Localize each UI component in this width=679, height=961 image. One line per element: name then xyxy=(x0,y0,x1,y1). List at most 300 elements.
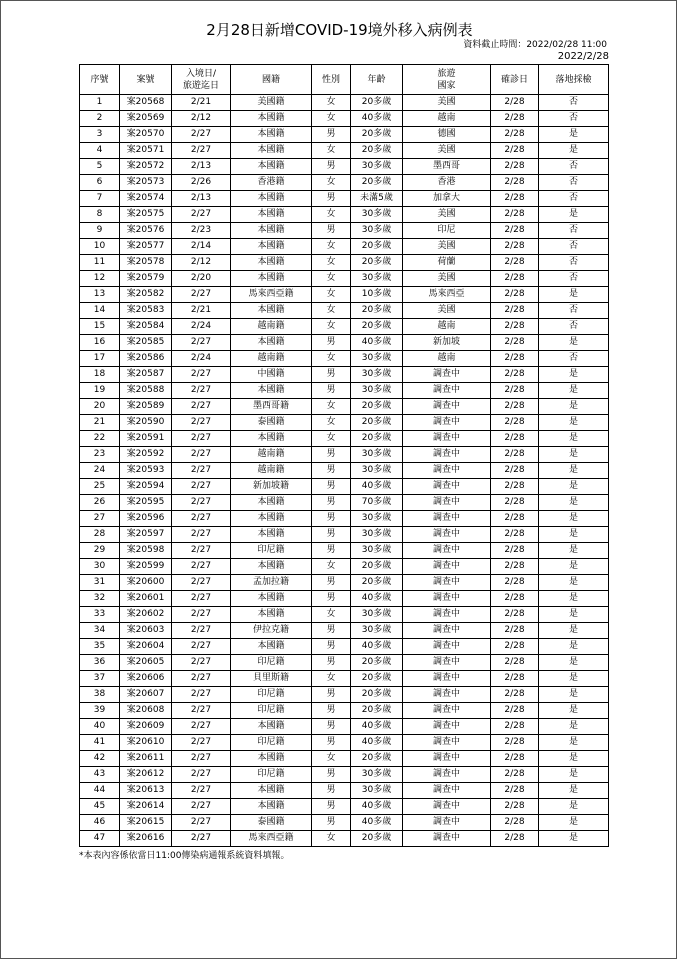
cell-index: 43 xyxy=(80,767,120,783)
cell-airport-test: 是 xyxy=(539,415,609,431)
cell-entry-date: 2/27 xyxy=(172,735,231,751)
cell-confirm-date: 2/28 xyxy=(491,687,539,703)
cell-confirm-date: 2/28 xyxy=(491,223,539,239)
cell-sex: 男 xyxy=(312,799,351,815)
cell-confirm-date: 2/28 xyxy=(491,335,539,351)
cell-case-id: 案20608 xyxy=(120,703,172,719)
cell-airport-test: 否 xyxy=(539,95,609,111)
cell-entry-date: 2/27 xyxy=(172,127,231,143)
cell-nationality: 越南籍 xyxy=(231,351,312,367)
cell-nationality: 本國籍 xyxy=(231,511,312,527)
cell-age: 20多歲 xyxy=(351,303,403,319)
cell-travel-country: 調查中 xyxy=(403,383,491,399)
cell-age: 20多歲 xyxy=(351,175,403,191)
cell-entry-date: 2/21 xyxy=(172,303,231,319)
cell-travel-country: 調查中 xyxy=(403,735,491,751)
cell-travel-country: 調查中 xyxy=(403,671,491,687)
cell-travel-country: 調查中 xyxy=(403,479,491,495)
cell-sex: 男 xyxy=(312,511,351,527)
cell-sex: 女 xyxy=(312,831,351,847)
cell-nationality: 美國籍 xyxy=(231,95,312,111)
cell-airport-test: 否 xyxy=(539,175,609,191)
cell-case-id: 案20610 xyxy=(120,735,172,751)
cell-sex: 女 xyxy=(312,399,351,415)
cell-case-id: 案20578 xyxy=(120,255,172,271)
cell-case-id: 案20612 xyxy=(120,767,172,783)
cell-sex: 男 xyxy=(312,815,351,831)
cell-entry-date: 2/21 xyxy=(172,95,231,111)
cell-confirm-date: 2/28 xyxy=(491,431,539,447)
cell-airport-test: 是 xyxy=(539,431,609,447)
cell-nationality: 伊拉克籍 xyxy=(231,623,312,639)
cell-airport-test: 是 xyxy=(539,559,609,575)
table-row xyxy=(80,575,609,591)
cell-nationality: 本國籍 xyxy=(231,207,312,223)
cell-age: 40多歲 xyxy=(351,591,403,607)
cell-confirm-date: 2/28 xyxy=(491,543,539,559)
cell-confirm-date: 2/28 xyxy=(491,383,539,399)
cell-entry-date: 2/13 xyxy=(172,159,231,175)
cell-sex: 男 xyxy=(312,383,351,399)
cell-index: 40 xyxy=(80,719,120,735)
cell-index: 7 xyxy=(80,191,120,207)
cell-nationality: 泰國籍 xyxy=(231,415,312,431)
table-row xyxy=(80,655,609,671)
cell-sex: 男 xyxy=(312,527,351,543)
cell-sex: 女 xyxy=(312,303,351,319)
cell-nationality: 印尼籍 xyxy=(231,735,312,751)
cell-travel-country: 調查中 xyxy=(403,415,491,431)
cell-age: 30多歲 xyxy=(351,367,403,383)
cell-case-id: 案20592 xyxy=(120,447,172,463)
cell-airport-test: 是 xyxy=(539,655,609,671)
cell-travel-country: 調查中 xyxy=(403,511,491,527)
data-cutoff-time: 資料截止時間：2022/02/28 11:00 xyxy=(463,40,607,50)
cell-case-id: 案20575 xyxy=(120,207,172,223)
cell-age: 未滿5歲 xyxy=(351,191,403,207)
table-row xyxy=(80,383,609,399)
cell-travel-country: 調查中 xyxy=(403,463,491,479)
cell-age: 40多歲 xyxy=(351,639,403,655)
cell-confirm-date: 2/28 xyxy=(491,591,539,607)
cell-travel-country: 調查中 xyxy=(403,399,491,415)
cell-index: 5 xyxy=(80,159,120,175)
header-age: 年齡 xyxy=(351,65,403,95)
cell-index: 22 xyxy=(80,431,120,447)
cell-case-id: 案20609 xyxy=(120,719,172,735)
cell-case-id: 案20595 xyxy=(120,495,172,511)
cell-entry-date: 2/27 xyxy=(172,415,231,431)
table-row xyxy=(80,95,609,111)
cell-entry-date: 2/12 xyxy=(172,255,231,271)
cell-case-id: 案20572 xyxy=(120,159,172,175)
cell-confirm-date: 2/28 xyxy=(491,527,539,543)
cell-index: 29 xyxy=(80,543,120,559)
cell-confirm-date: 2/28 xyxy=(491,447,539,463)
table-body xyxy=(80,95,609,847)
header-sex: 性別 xyxy=(312,65,351,95)
cell-sex: 男 xyxy=(312,687,351,703)
cell-travel-country: 調查中 xyxy=(403,687,491,703)
cell-index: 41 xyxy=(80,735,120,751)
cell-airport-test: 是 xyxy=(539,719,609,735)
cell-age: 30多歲 xyxy=(351,607,403,623)
cell-confirm-date: 2/28 xyxy=(491,159,539,175)
table-row xyxy=(80,303,609,319)
cell-age: 30多歲 xyxy=(351,767,403,783)
cell-entry-date: 2/27 xyxy=(172,559,231,575)
cell-case-id: 案20586 xyxy=(120,351,172,367)
cell-nationality: 本國籍 xyxy=(231,335,312,351)
cell-entry-date: 2/27 xyxy=(172,399,231,415)
cell-age: 20多歲 xyxy=(351,671,403,687)
cell-case-id: 案20570 xyxy=(120,127,172,143)
cell-entry-date: 2/27 xyxy=(172,703,231,719)
cell-case-id: 案20599 xyxy=(120,559,172,575)
cell-airport-test: 是 xyxy=(539,543,609,559)
cell-nationality: 香港籍 xyxy=(231,175,312,191)
table-row xyxy=(80,671,609,687)
header-confirm-date: 確診日 xyxy=(491,65,539,95)
cell-airport-test: 否 xyxy=(539,159,609,175)
cell-index: 10 xyxy=(80,239,120,255)
cell-airport-test: 是 xyxy=(539,527,609,543)
cell-nationality: 本國籍 xyxy=(231,527,312,543)
cell-sex: 男 xyxy=(312,479,351,495)
cell-airport-test: 是 xyxy=(539,335,609,351)
footnote: *本表內容係依當日11:00傳染病通報系統資料填報。 xyxy=(79,851,290,861)
cell-airport-test: 是 xyxy=(539,735,609,751)
cell-airport-test: 是 xyxy=(539,751,609,767)
cell-case-id: 案20590 xyxy=(120,415,172,431)
cell-confirm-date: 2/28 xyxy=(491,607,539,623)
cell-case-id: 案20594 xyxy=(120,479,172,495)
cell-travel-country: 美國 xyxy=(403,143,491,159)
table-row xyxy=(80,271,609,287)
table-row xyxy=(80,415,609,431)
cell-entry-date: 2/27 xyxy=(172,575,231,591)
cell-confirm-date: 2/28 xyxy=(491,127,539,143)
cell-nationality: 越南籍 xyxy=(231,447,312,463)
cell-sex: 女 xyxy=(312,607,351,623)
table-row xyxy=(80,287,609,303)
cell-age: 20多歲 xyxy=(351,559,403,575)
cell-airport-test: 是 xyxy=(539,207,609,223)
cell-age: 40多歲 xyxy=(351,799,403,815)
cell-age: 30多歲 xyxy=(351,271,403,287)
table-row xyxy=(80,431,609,447)
cell-airport-test: 否 xyxy=(539,111,609,127)
table-row xyxy=(80,767,609,783)
cell-airport-test: 是 xyxy=(539,127,609,143)
cell-entry-date: 2/27 xyxy=(172,207,231,223)
cell-sex: 男 xyxy=(312,367,351,383)
cell-travel-country: 調查中 xyxy=(403,591,491,607)
cell-entry-date: 2/27 xyxy=(172,383,231,399)
cell-travel-country: 調查中 xyxy=(403,831,491,847)
cell-airport-test: 否 xyxy=(539,223,609,239)
header-airport-test: 落地採檢 xyxy=(539,65,609,95)
cell-sex: 女 xyxy=(312,751,351,767)
table-row xyxy=(80,687,609,703)
cell-nationality: 孟加拉籍 xyxy=(231,575,312,591)
table-row xyxy=(80,143,609,159)
cell-age: 30多歲 xyxy=(351,159,403,175)
cell-entry-date: 2/27 xyxy=(172,479,231,495)
cell-airport-test: 是 xyxy=(539,463,609,479)
cell-sex: 女 xyxy=(312,95,351,111)
cell-entry-date: 2/27 xyxy=(172,287,231,303)
cell-confirm-date: 2/28 xyxy=(491,735,539,751)
cell-sex: 女 xyxy=(312,287,351,303)
cell-age: 30多歲 xyxy=(351,527,403,543)
cell-index: 46 xyxy=(80,815,120,831)
cell-case-id: 案20615 xyxy=(120,815,172,831)
cell-age: 30多歲 xyxy=(351,623,403,639)
cell-age: 30多歲 xyxy=(351,447,403,463)
cell-entry-date: 2/27 xyxy=(172,671,231,687)
cell-airport-test: 是 xyxy=(539,671,609,687)
cell-sex: 男 xyxy=(312,639,351,655)
cell-confirm-date: 2/28 xyxy=(491,319,539,335)
table-row xyxy=(80,351,609,367)
cell-sex: 女 xyxy=(312,559,351,575)
table-row xyxy=(80,367,609,383)
cell-entry-date: 2/27 xyxy=(172,543,231,559)
cell-index: 1 xyxy=(80,95,120,111)
cell-case-id: 案20584 xyxy=(120,319,172,335)
cell-entry-date: 2/27 xyxy=(172,687,231,703)
cell-nationality: 越南籍 xyxy=(231,463,312,479)
cell-travel-country: 新加坡 xyxy=(403,335,491,351)
cell-travel-country: 調查中 xyxy=(403,703,491,719)
cell-nationality: 越南籍 xyxy=(231,319,312,335)
cell-entry-date: 2/27 xyxy=(172,831,231,847)
cell-confirm-date: 2/28 xyxy=(491,287,539,303)
cell-entry-date: 2/14 xyxy=(172,239,231,255)
cell-confirm-date: 2/28 xyxy=(491,559,539,575)
cell-airport-test: 是 xyxy=(539,767,609,783)
cell-age: 40多歲 xyxy=(351,335,403,351)
cell-index: 36 xyxy=(80,655,120,671)
cell-sex: 男 xyxy=(312,703,351,719)
cell-airport-test: 是 xyxy=(539,815,609,831)
cell-age: 30多歲 xyxy=(351,543,403,559)
cell-sex: 男 xyxy=(312,447,351,463)
cell-index: 19 xyxy=(80,383,120,399)
cell-entry-date: 2/20 xyxy=(172,271,231,287)
cell-confirm-date: 2/28 xyxy=(491,303,539,319)
table-row xyxy=(80,815,609,831)
cell-entry-date: 2/27 xyxy=(172,751,231,767)
cell-nationality: 本國籍 xyxy=(231,303,312,319)
cell-sex: 男 xyxy=(312,719,351,735)
cell-nationality: 本國籍 xyxy=(231,431,312,447)
table-row xyxy=(80,463,609,479)
cell-index: 38 xyxy=(80,687,120,703)
cell-case-id: 案20588 xyxy=(120,383,172,399)
cell-index: 24 xyxy=(80,463,120,479)
cell-case-id: 案20582 xyxy=(120,287,172,303)
cell-index: 25 xyxy=(80,479,120,495)
cell-confirm-date: 2/28 xyxy=(491,639,539,655)
cell-travel-country: 調查中 xyxy=(403,447,491,463)
table-row xyxy=(80,239,609,255)
cell-sex: 男 xyxy=(312,735,351,751)
cell-travel-country: 調查中 xyxy=(403,639,491,655)
cell-case-id: 案20600 xyxy=(120,575,172,591)
cell-index: 33 xyxy=(80,607,120,623)
report-date: 2022/2/28 xyxy=(557,51,609,62)
cell-airport-test: 是 xyxy=(539,495,609,511)
table-row xyxy=(80,543,609,559)
cell-index: 47 xyxy=(80,831,120,847)
cell-age: 30多歲 xyxy=(351,463,403,479)
cell-sex: 女 xyxy=(312,207,351,223)
cell-airport-test: 是 xyxy=(539,383,609,399)
cell-travel-country: 調查中 xyxy=(403,799,491,815)
cell-nationality: 本國籍 xyxy=(231,559,312,575)
cell-index: 34 xyxy=(80,623,120,639)
cell-confirm-date: 2/28 xyxy=(491,799,539,815)
cell-confirm-date: 2/28 xyxy=(491,463,539,479)
cell-sex: 男 xyxy=(312,463,351,479)
cell-entry-date: 2/27 xyxy=(172,447,231,463)
cell-entry-date: 2/27 xyxy=(172,799,231,815)
cell-case-id: 案20591 xyxy=(120,431,172,447)
cell-age: 20多歲 xyxy=(351,127,403,143)
cell-nationality: 本國籍 xyxy=(231,191,312,207)
table-row xyxy=(80,127,609,143)
cell-entry-date: 2/12 xyxy=(172,111,231,127)
cell-age: 30多歲 xyxy=(351,383,403,399)
cell-index: 37 xyxy=(80,671,120,687)
table-row xyxy=(80,191,609,207)
cell-airport-test: 是 xyxy=(539,575,609,591)
cell-index: 16 xyxy=(80,335,120,351)
cell-age: 20多歲 xyxy=(351,655,403,671)
cell-sex: 男 xyxy=(312,575,351,591)
cell-age: 30多歲 xyxy=(351,511,403,527)
table-row xyxy=(80,335,609,351)
cell-index: 39 xyxy=(80,703,120,719)
cell-age: 30多歲 xyxy=(351,783,403,799)
cell-airport-test: 是 xyxy=(539,639,609,655)
cell-sex: 男 xyxy=(312,783,351,799)
cell-age: 20多歲 xyxy=(351,399,403,415)
cell-travel-country: 美國 xyxy=(403,95,491,111)
cell-nationality: 本國籍 xyxy=(231,127,312,143)
cell-entry-date: 2/27 xyxy=(172,431,231,447)
cell-case-id: 案20568 xyxy=(120,95,172,111)
cell-nationality: 本國籍 xyxy=(231,271,312,287)
cell-sex: 女 xyxy=(312,431,351,447)
cell-nationality: 本國籍 xyxy=(231,719,312,735)
table-row xyxy=(80,527,609,543)
cell-index: 14 xyxy=(80,303,120,319)
cell-case-id: 案20604 xyxy=(120,639,172,655)
cell-confirm-date: 2/28 xyxy=(491,815,539,831)
cell-sex: 男 xyxy=(312,223,351,239)
cell-age: 20多歲 xyxy=(351,95,403,111)
header-nationality: 國籍 xyxy=(231,65,312,95)
cell-sex: 男 xyxy=(312,335,351,351)
table-row xyxy=(80,479,609,495)
cell-index: 23 xyxy=(80,447,120,463)
cell-entry-date: 2/27 xyxy=(172,463,231,479)
table-row xyxy=(80,447,609,463)
table-row xyxy=(80,799,609,815)
cell-entry-date: 2/27 xyxy=(172,527,231,543)
cell-case-id: 案20589 xyxy=(120,399,172,415)
cell-confirm-date: 2/28 xyxy=(491,239,539,255)
table-row xyxy=(80,111,609,127)
cell-sex: 女 xyxy=(312,271,351,287)
cell-travel-country: 越南 xyxy=(403,319,491,335)
cell-travel-country: 調查中 xyxy=(403,719,491,735)
cell-travel-country: 調查中 xyxy=(403,527,491,543)
cell-case-id: 案20593 xyxy=(120,463,172,479)
cell-confirm-date: 2/28 xyxy=(491,367,539,383)
cell-index: 42 xyxy=(80,751,120,767)
cell-case-id: 案20607 xyxy=(120,687,172,703)
table-row xyxy=(80,735,609,751)
cell-confirm-date: 2/28 xyxy=(491,207,539,223)
cell-airport-test: 是 xyxy=(539,607,609,623)
table-row xyxy=(80,639,609,655)
cell-confirm-date: 2/28 xyxy=(491,415,539,431)
table-row xyxy=(80,255,609,271)
cell-case-id: 案20606 xyxy=(120,671,172,687)
cell-entry-date: 2/27 xyxy=(172,367,231,383)
cell-travel-country: 越南 xyxy=(403,111,491,127)
cell-entry-date: 2/27 xyxy=(172,655,231,671)
cell-index: 35 xyxy=(80,639,120,655)
cell-confirm-date: 2/28 xyxy=(491,575,539,591)
cell-travel-country: 調查中 xyxy=(403,783,491,799)
cell-sex: 女 xyxy=(312,255,351,271)
cell-index: 3 xyxy=(80,127,120,143)
cell-nationality: 印尼籍 xyxy=(231,655,312,671)
cell-case-id: 案20616 xyxy=(120,831,172,847)
cell-nationality: 馬來西亞籍 xyxy=(231,831,312,847)
table-row xyxy=(80,495,609,511)
cell-age: 20多歲 xyxy=(351,831,403,847)
cell-index: 20 xyxy=(80,399,120,415)
cell-sex: 女 xyxy=(312,175,351,191)
header-travel-country: 旅遊 國家 xyxy=(403,65,491,95)
table-row xyxy=(80,607,609,623)
cell-nationality: 本國籍 xyxy=(231,639,312,655)
cell-age: 20多歲 xyxy=(351,239,403,255)
cell-case-id: 案20571 xyxy=(120,143,172,159)
cell-confirm-date: 2/28 xyxy=(491,111,539,127)
cell-airport-test: 是 xyxy=(539,479,609,495)
cell-index: 30 xyxy=(80,559,120,575)
cell-age: 20多歲 xyxy=(351,255,403,271)
cell-case-id: 案20598 xyxy=(120,543,172,559)
cell-entry-date: 2/27 xyxy=(172,607,231,623)
cell-case-id: 案20573 xyxy=(120,175,172,191)
cell-confirm-date: 2/28 xyxy=(491,751,539,767)
cell-confirm-date: 2/28 xyxy=(491,191,539,207)
cell-case-id: 案20577 xyxy=(120,239,172,255)
cell-index: 13 xyxy=(80,287,120,303)
cell-age: 40多歲 xyxy=(351,719,403,735)
cell-confirm-date: 2/28 xyxy=(491,671,539,687)
cell-index: 6 xyxy=(80,175,120,191)
table-row xyxy=(80,751,609,767)
